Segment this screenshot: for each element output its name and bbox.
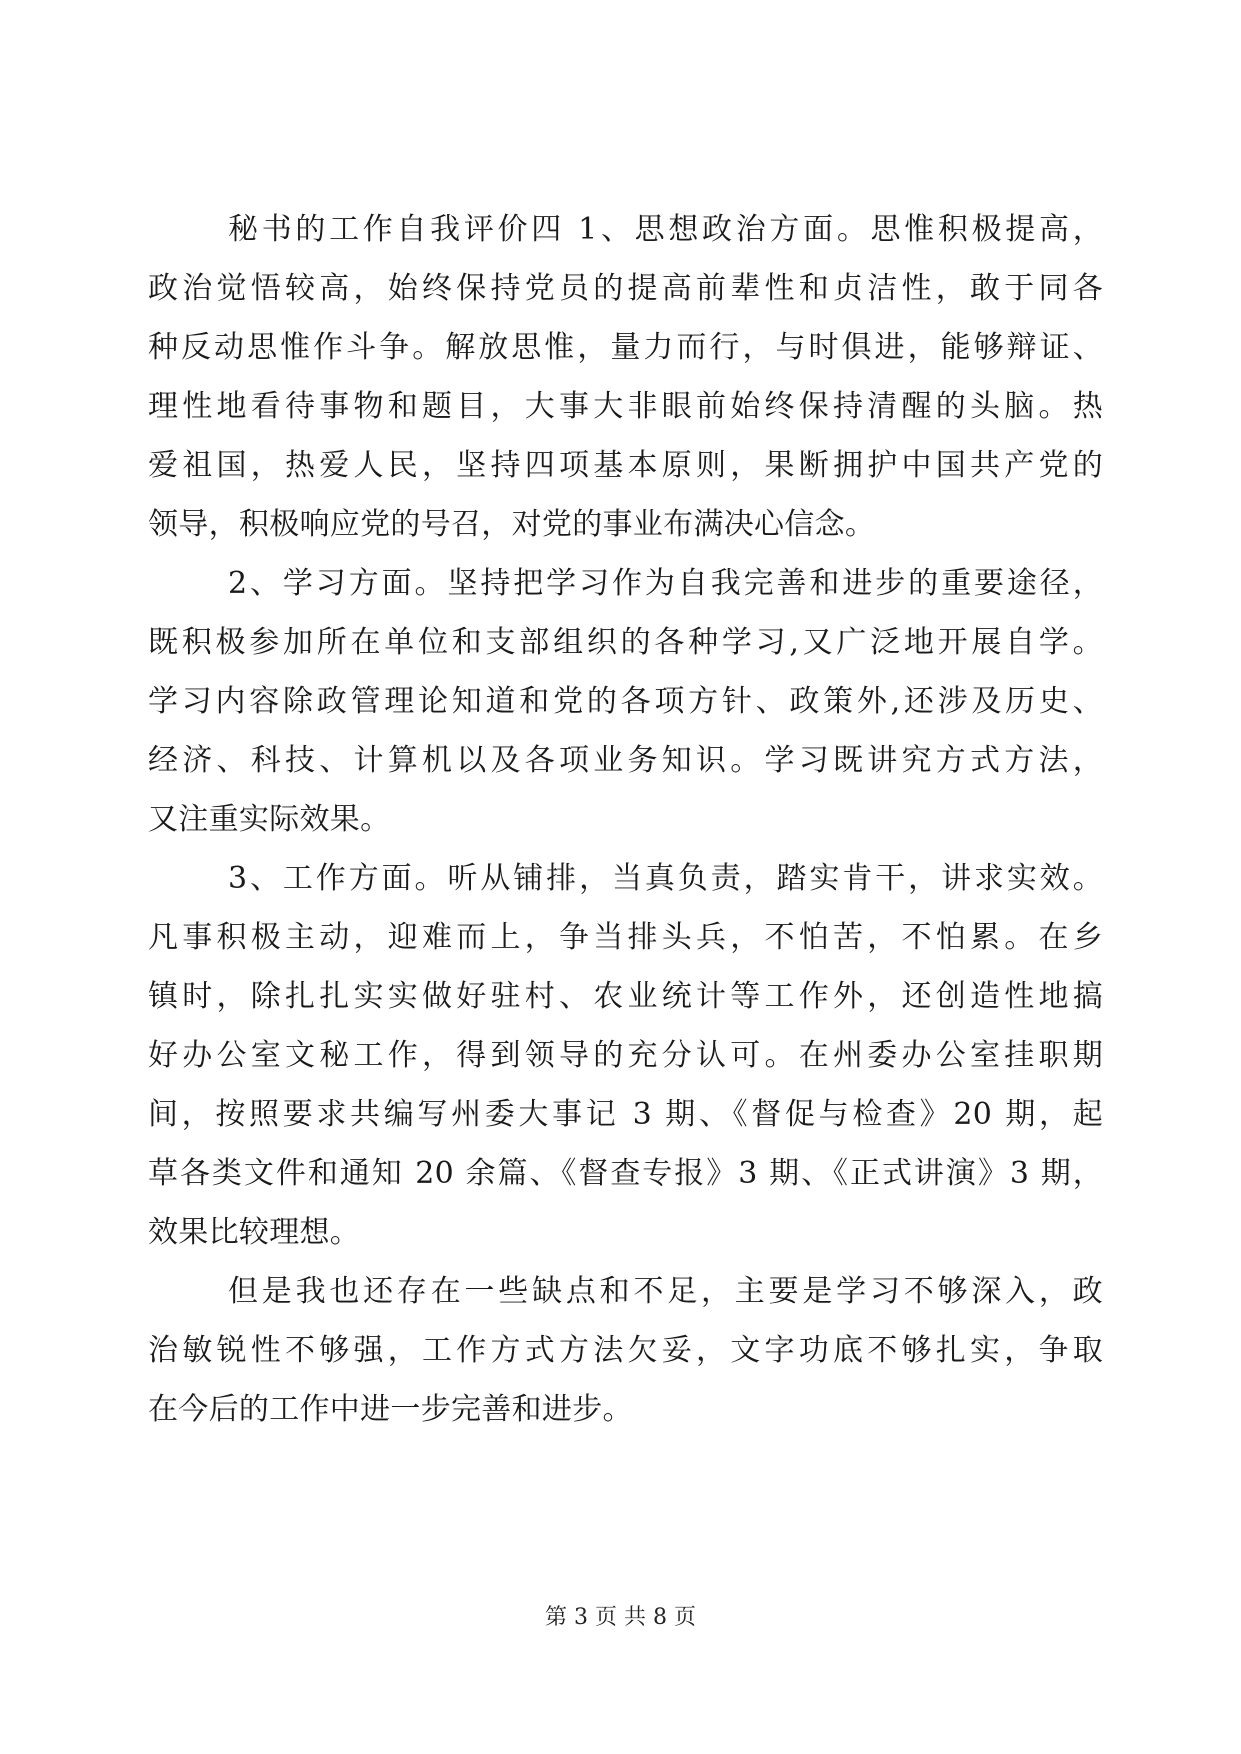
text-line: 理性地看待事物和题目，大事大非眼前始终保持清醒的头脑。热 bbox=[148, 389, 1103, 424]
text-line: 又注重实际效果。 bbox=[148, 802, 391, 837]
paragraph-work bbox=[148, 849, 1103, 1262]
text-line: 治敏锐性不够强，工作方式方法欠妥，文字功底不够扎实，争取 bbox=[148, 1333, 1103, 1368]
text-line: 在今后的工作中进一步完善和进步。 bbox=[148, 1392, 633, 1427]
text-line: 政治觉悟较高，始终保持党员的提高前辈性和贞洁性，敢于同各 bbox=[148, 271, 1103, 306]
paragraph-study bbox=[148, 554, 1103, 849]
document-body bbox=[148, 200, 1103, 1439]
text-line: 经济、科技、计算机以及各项业务知识。学习既讲究方式方法， bbox=[148, 743, 1103, 778]
text-line: 爱祖国，热爱人民，坚持四项基本原则，果断拥护中国共产党的 bbox=[148, 448, 1103, 483]
text-line: 2、学习方面。坚持把学习作为自我完善和进步的重要途径， bbox=[228, 566, 1103, 601]
text-line: 既积极参加所在单位和支部组织的各种学习,又广泛地开展自学。 bbox=[148, 625, 1103, 660]
text-line: 凡事积极主动，迎难而上，争当排头兵，不怕苦，不怕累。在乡 bbox=[148, 920, 1103, 955]
text-line: 领导，积极响应党的号召，对党的事业布满决心信念。 bbox=[148, 507, 876, 542]
text-line: 好办公室文秘工作，得到领导的充分认可。在州委办公室挂职期 bbox=[148, 1038, 1103, 1073]
text-line: 草各类文件和通知 20 余篇、《督查专报》3 期、《正式讲演》3 期， bbox=[148, 1156, 1103, 1191]
text-line: 学习内容除政管理论知道和党的各项方针、政策外,还涉及历史、 bbox=[148, 684, 1103, 719]
text-line: 秘书的工作自我评价四 1、思想政治方面。思惟积极提高， bbox=[228, 212, 1103, 247]
text-line: 种反动思惟作斗争。解放思惟，量力而行，与时俱进，能够辩证、 bbox=[148, 330, 1103, 365]
page-number-footer: 第 3 页 共 8 页 bbox=[545, 1605, 696, 1630]
paragraph-shortcomings bbox=[148, 1262, 1103, 1439]
text-line: 间，按照要求共编写州委大事记 3 期、《督促与检查》20 期，起 bbox=[148, 1097, 1103, 1132]
text-line: 效果比较理想。 bbox=[148, 1215, 361, 1250]
paragraph-political bbox=[148, 200, 1103, 554]
text-line: 但是我也还存在一些缺点和不足，主要是学习不够深入，政 bbox=[228, 1274, 1103, 1309]
text-line: 3、工作方面。听从铺排，当真负责，踏实肯干，讲求实效。 bbox=[228, 861, 1103, 896]
text-line: 镇时，除扎扎实实做好驻村、农业统计等工作外，还创造性地搞 bbox=[148, 979, 1103, 1014]
